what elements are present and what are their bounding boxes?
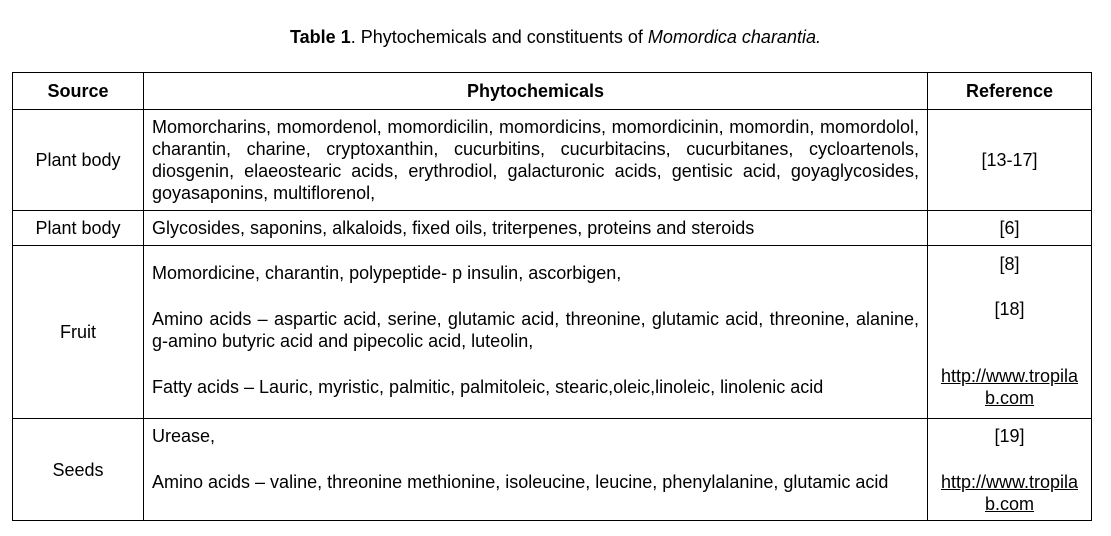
reference-citation: [13-17] — [981, 150, 1038, 170]
header-source: Source — [13, 73, 144, 110]
caption-text: . Phytochemicals and constituents of — [350, 27, 648, 47]
header-reference: Reference — [928, 73, 1092, 110]
caption-species: Momordica charantia. — [647, 27, 821, 47]
reference-link[interactable]: http://www.tropilab.com — [940, 472, 1079, 514]
source-cell: Plant body — [13, 110, 144, 211]
reference-citation: [19] — [994, 426, 1025, 446]
phytochemicals-table — [12, 72, 1092, 521]
table-row — [13, 110, 1092, 211]
table-row — [13, 211, 1092, 246]
phytochemicals-cell — [144, 110, 928, 211]
reference-citation: [6] — [999, 218, 1020, 238]
reference-cell — [928, 110, 1092, 211]
phytochemicals-text: Momordicine, charantin, polypeptide- p insulin, ascorbigen, — [152, 263, 622, 283]
table-header-row — [13, 73, 1092, 110]
caption-label: Table 1 — [290, 27, 351, 47]
reference-citation: [8] — [999, 254, 1020, 274]
reference-cell — [928, 419, 1092, 521]
source-cell: Seeds — [13, 419, 144, 521]
table-caption — [0, 26, 1111, 48]
phytochemicals-text: Momorcharins, momordenol, momordicilin, momordicins, momordicinin, momordin, momordolol, charantin, charine, cryptoxanthin, cucurbitins, cucurbitacins, cucurbitanes, cycloartenols, diosgenin, elaeostearic acids, erythrodiol, galacturonic acids, gentisic acid, goyaglycosides, goyasaponins, multiflorenol, — [152, 117, 919, 203]
phytochemicals-cell — [144, 246, 928, 419]
header-phytochemicals: Phytochemicals — [144, 73, 928, 110]
table-row — [13, 246, 1092, 419]
phytochemicals-text: Glycosides, saponins, alkaloids, fixed oils, triterpenes, proteins and steroids — [152, 218, 755, 238]
phytochemicals-text: Urease, — [152, 426, 216, 446]
source-cell: Fruit — [13, 246, 144, 419]
table-row — [13, 419, 1092, 521]
reference-cell — [928, 211, 1092, 246]
reference-cell — [928, 246, 1092, 419]
phytochemicals-cell — [144, 419, 928, 521]
reference-citation: [18] — [994, 299, 1025, 319]
reference-link[interactable]: http://www.tropilab.com — [940, 366, 1079, 408]
source-cell: Plant body — [13, 211, 144, 246]
phytochemicals-text: Fatty acids – Lauric, myristic, palmitic, palmitoleic, stearic,oleic,linoleic, linolenic acid — [152, 377, 824, 397]
phytochemicals-cell — [144, 211, 928, 246]
phytochemicals-text: Amino acids – valine, threonine methionine, isoleucine, leucine, phenylalanine, glutamic acid — [152, 472, 889, 492]
phytochemicals-text: Amino acids – aspartic acid, serine, glutamic acid, threonine, glutamic acid, threonine, alanine, g-amino butyric acid and pipecolic acid, luteolin, — [152, 309, 919, 351]
